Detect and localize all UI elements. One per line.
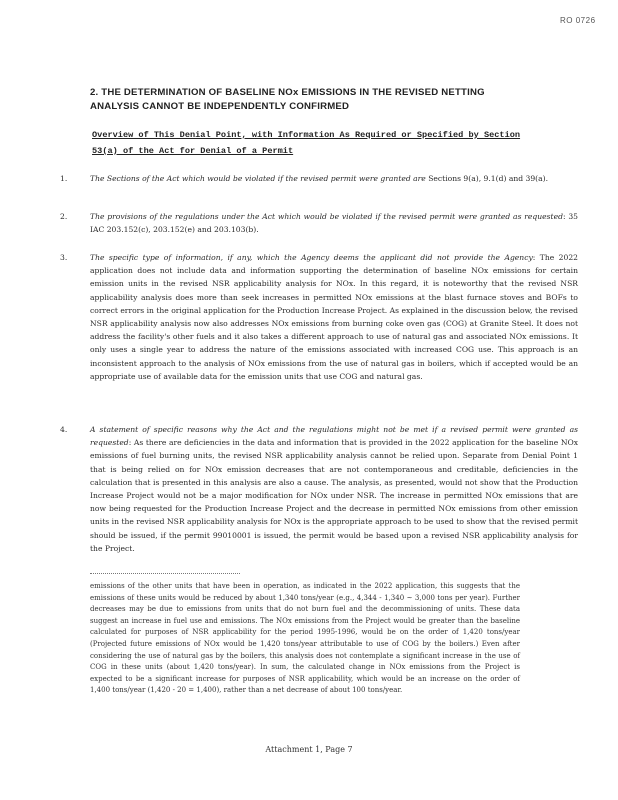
item-text [90, 423, 578, 555]
item-lead: The specific type of information, if any, which the Agency deems the applicant did not provide the Agency [90, 253, 533, 262]
footnote-divider [90, 573, 240, 574]
page-footer: Attachment 1, Page 7 [265, 745, 353, 754]
item-lead: The provisions of the regulations under the Act which would be violated if the revised permit were granted as requested [90, 212, 563, 221]
item-text [90, 210, 578, 236]
item-lead: The Sections of the Act which would be violated if the revised permit were granted are [90, 174, 426, 183]
item-body: : 35 IAC 203.152(c), 203.152(e) and 203.103(b). [90, 212, 578, 235]
item-lead: A statement of specific reasons why the Act and the regulations might not be met if a revised permit were granted as requested [90, 425, 578, 448]
section-subheading: Overview of This Denial Point, with Information As Required or Specified by Section 53(a) of the Act for Denial of a Permit [92, 130, 521, 156]
item-text [90, 172, 578, 185]
item-number: 1. [60, 174, 68, 183]
item-number: 4. [60, 425, 68, 434]
item-body: : The 2022 application does not include data and information supporting the determination of baseline NOx emissions for certain emission units in the revised NSR applicability analysis for NOx. In this regard, it is noteworthy that the revised NSR applicability analysis does more than seek increases in permitted NOx emissions at the blast furnace stoves and BOFs to correct errors in the original application for the Production Increase Project. As explained in the discussion below, the revised NSR applicability analysis now also addresses NOx emissions from burning coke oven gas (COG) at Granite Steel. It does not address the facility's other fuels and it also takes a different approach to use of natural gas and associated NOx emissions. It only uses a single year to address the nature of the emissions associated with increased COG use. This approach is an inconsistent approach to the analysis of NOx emissions from the use of natural gas in boilers, which if accepted would be an appropriate use of available data for the emission units that use COG and natural gas. [90, 253, 578, 381]
item-number: 2. [60, 212, 68, 221]
section-heading: 2. THE DETERMINATION OF BASELINE NOx EMISSIONS IN THE REVISED NETTING ANALYSIS CANNOT BE INDEPENDENTLY CONFIRMED [90, 87, 485, 112]
item-number: 3. [60, 253, 68, 262]
footnote: emissions of the other units that have been in operation, as indicated in the 2022 application, this suggests that the emissions of these units would be reduced by about 1,340 tons/year (e.g., 4,344 - 1,340 ~ 3,000 tons per year). Further decreases may be due to emissions from units that do not burn fuel and the decommissioning of units. These data suggest an increase in fuel use and emissions. The NOx emissions from the Project would be greater than the baseline calculated for purposes of NSR applicability for the period 1995-1996, would be on the order of 1,420 tons/year (Projected future emissions of NOx would be 1,420 tons/year attributable to use of COG by the boilers.) Even after considering the use of natural gas by the boilers, this analysis does not contemplate a significant increase in the use of COG in these units (about 1,420 tons/year). In sum, the calculated change in NOx emissions from the Project is expected to be a significant increase for purposes of NSR applicability, which would be an increase on the order of 1,400 tons/year (1,420 - 20 = 1,400), rather than a net decrease of about 100 tons/year. [90, 582, 520, 695]
item-text [90, 251, 578, 383]
item-body: Sections 9(a), 9.1(d) and 39(a). [425, 174, 549, 183]
document-id: RO 0726 [560, 16, 596, 25]
item-body: : As there are deficiencies in the data and information that is provided in the 2022 application for the baseline NOx emissions of fuel burning units, the revised NSR applicability analysis cannot be relied upon. Separate from Denial Point 1 that is being relied on for NOx emission decreases that are not contemporaneous and creditable, deficiencies in the calculation that is presented in this analysis are also a cause. The analysis, as presented, would not show that the Production Increase Project would not be a major modification for NOx under NSR. The increase in permitted NOx emissions that are now being requested for the Production Increase Project and the decrease in permitted NOx emissions from other emission units in the revised NSR applicability analysis for NOx is the appropriate approach to be used to show that the revised permit should be issued, if the permit 99010001 is issued, the permit would be based upon a revised NSR applicability analysis for the Project. [90, 438, 578, 553]
